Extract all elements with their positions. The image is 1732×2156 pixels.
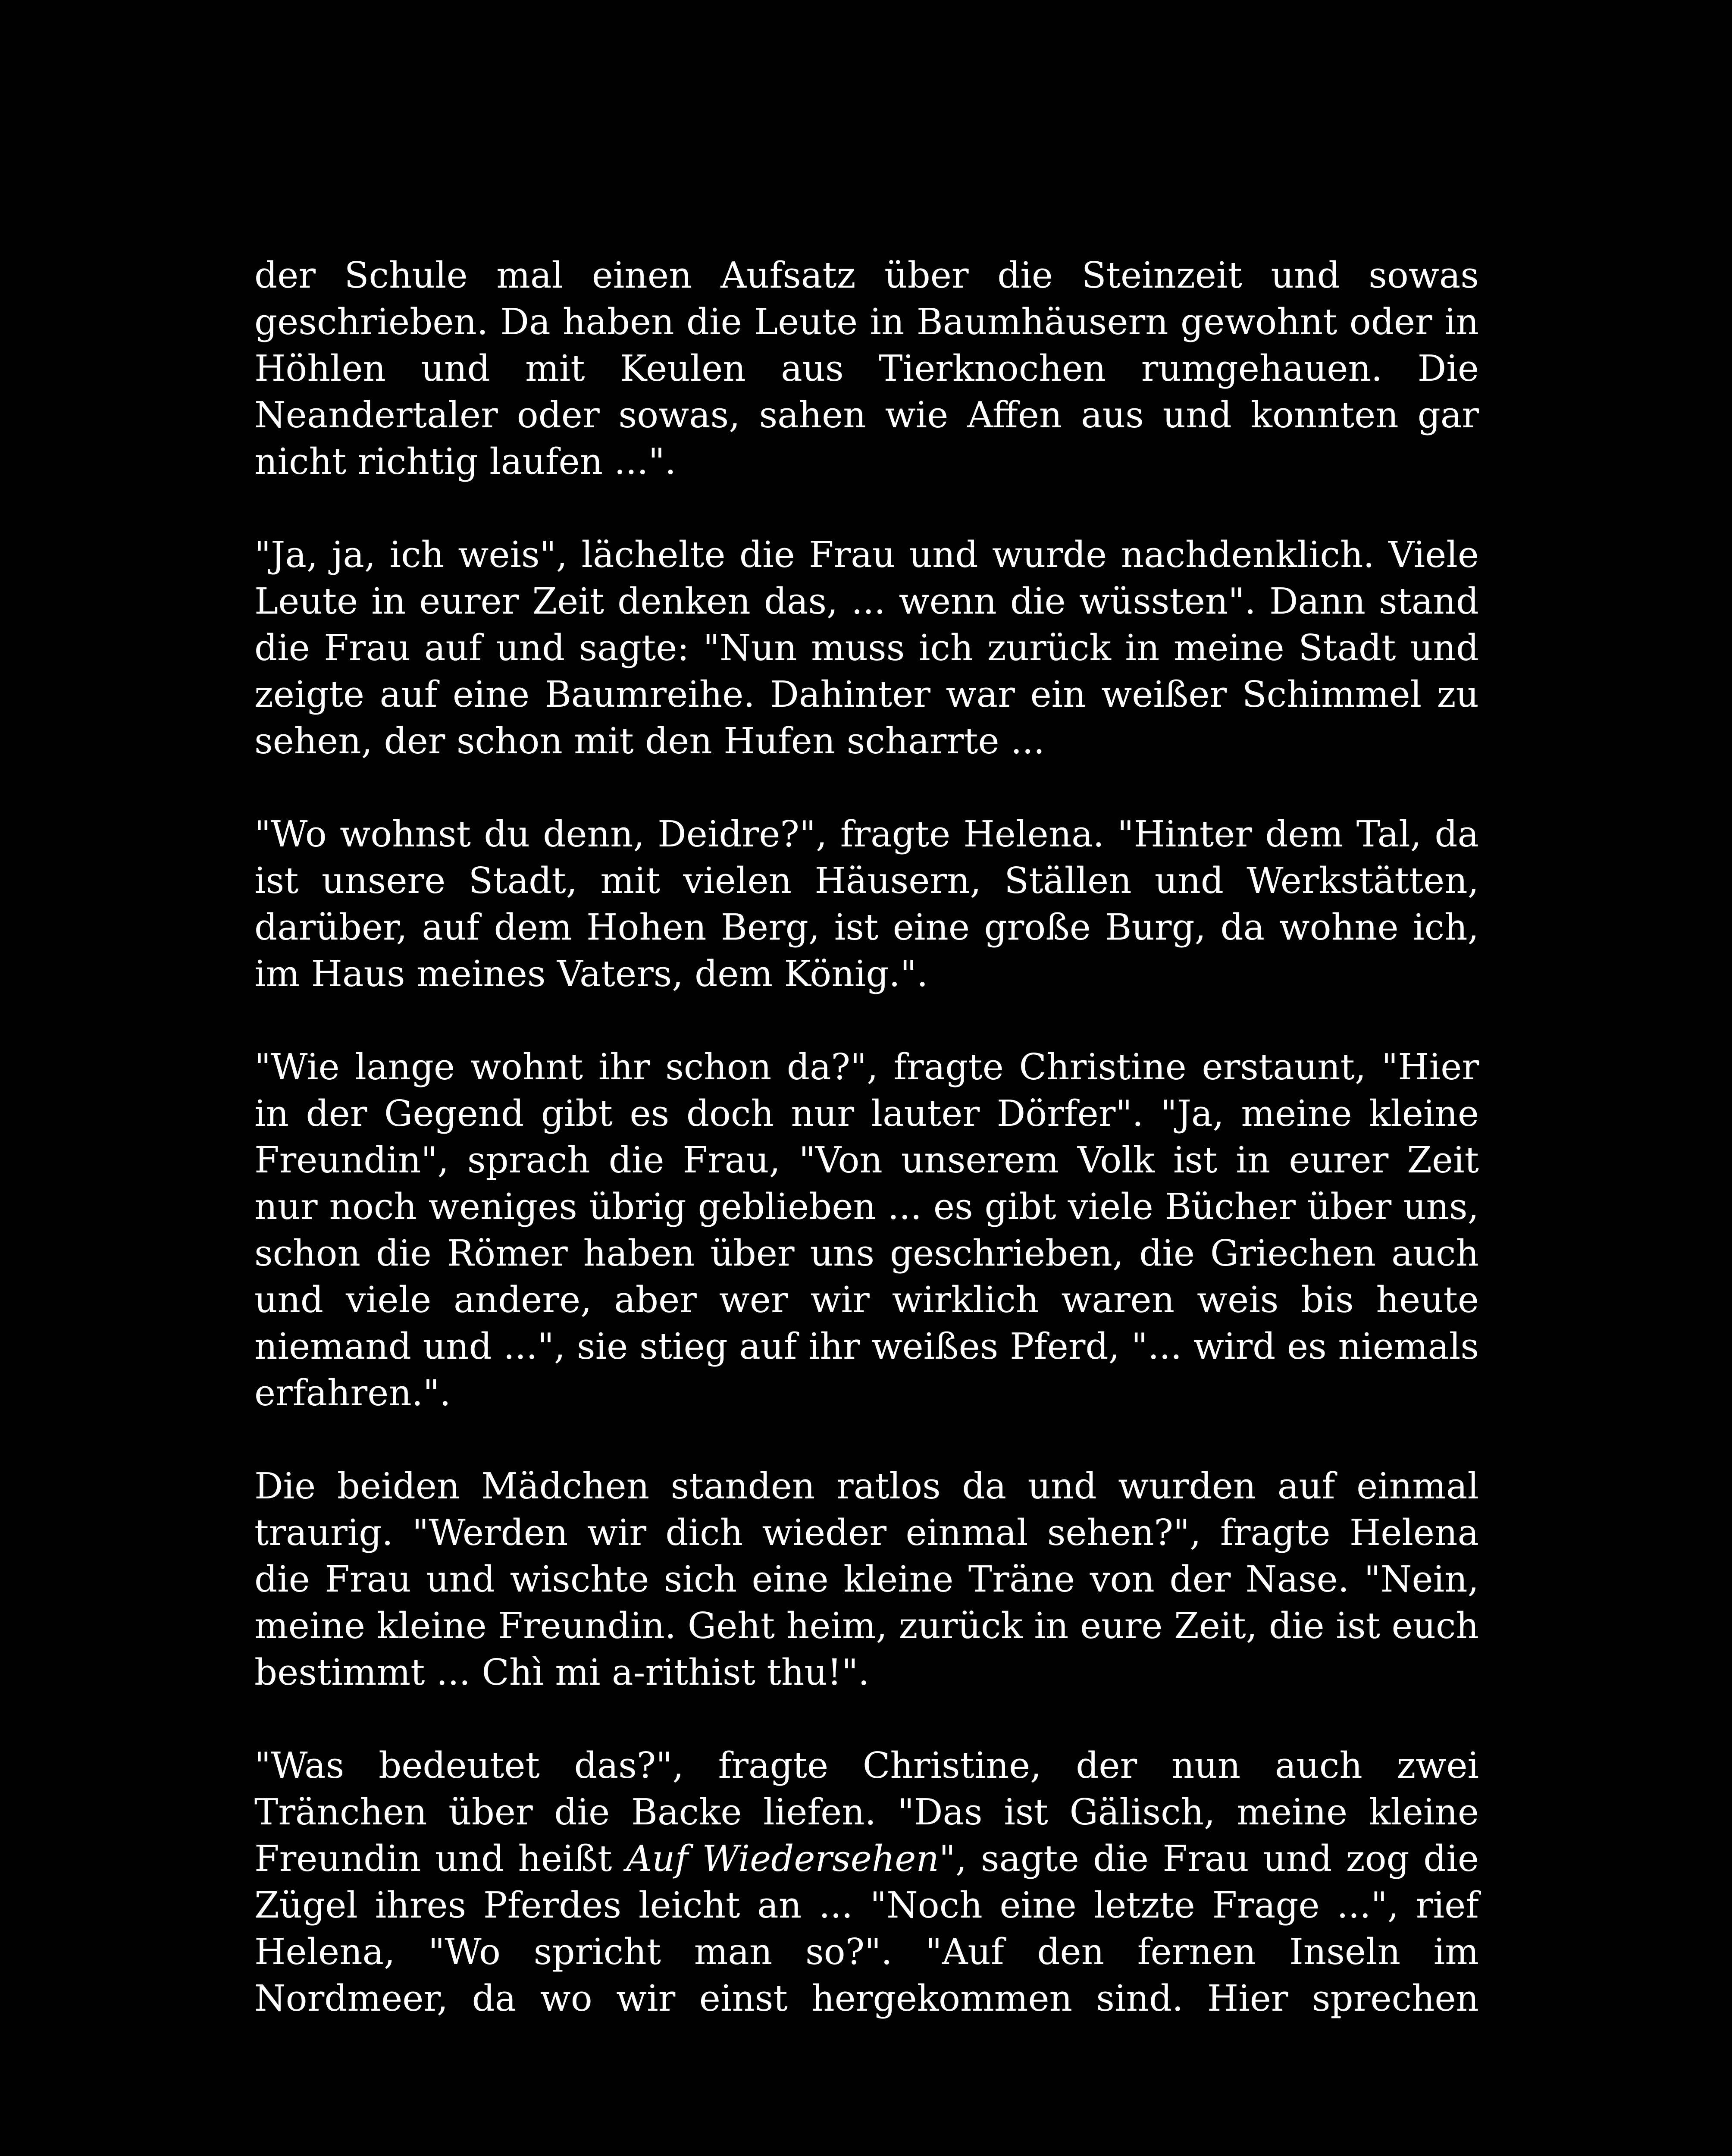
- paragraph-6-text-after: ", sagte die Frau und zog die Zügel ihres Pferdes leicht an ... "Noch eine letzte Frage ...", rief Helena, "Wo spricht man so?". "Auf den fernen Inseln im Nordmeer, da wo wir einst hergekommen sind. Hier sprechen: [254, 1838, 1479, 2019]
- paragraph-2: "Ja, ja, ich weis", lächelte die Frau und wurde nachdenklich. Viele Leute in eurer Zeit denken das, ... wenn die wüssten". Dann stand die Frau auf und sagte: "Nun muss ich zurück in meine Stadt und zeigte auf eine Baumreihe. Dahinter war ein weißer Schimmel zu sehen, der schon mit den Hufen scharrte ...: [254, 534, 1479, 762]
- paragraph-1: der Schule mal einen Aufsatz über die Steinzeit und sowas geschrieben. Da haben die Leute in Baumhäusern gewohnt oder in Höhlen und mit Keulen aus Tierknochen rumgehauen. Die Neandertaler oder sowas, sahen wie Affen aus und konnten gar nicht richtig laufen ...".: [254, 254, 1479, 483]
- paragraph-3: "Wo wohnst du denn, Deidre?", fragte Helena. "Hinter dem Tal, da ist unsere Stadt, mit vielen Häusern, Ställen und Werkstätten, darüber, auf dem Hohen Berg, ist eine große Burg, da wohne ich, im Haus meines Vaters, dem König.".: [254, 813, 1479, 995]
- paragraph-6-italic-phrase: Auf Wiedersehen: [626, 1838, 939, 1880]
- paragraph-5: Die beiden Mädchen standen ratlos da und wurden auf einmal traurig. "Werden wir dich wieder einmal sehen?", fragte Helena die Frau und wischte sich eine kleine Träne von der Nase. "Nein, meine kleine Freundin. Geht heim, zurück in eure Zeit, die ist euch bestimmt ... Chì mi a-rithist thu!".: [254, 1465, 1479, 1693]
- paragraph-6-text-before: "Was bedeutet das?", fragte Christine, der nun auch zwei Tränchen über die Backe liefen. "Das ist Gälisch, meine kleine Freundin und heißt: [254, 1745, 1479, 1880]
- body-text: [254, 252, 1479, 2022]
- paragraph-4: "Wie lange wohnt ihr schon da?", fragte Christine erstaunt, "Hier in der Gegend gibt es doch nur lauter Dörfer". "Ja, meine kleine Freundin", sprach die Frau, "Von unserem Volk ist in eurer Zeit nur noch weniges übrig geblieben ... es gibt viele Bücher über uns, schon die Römer haben über uns geschrieben, die Griechen auch und viele andere, aber wer wir wirklich waren weis bis heute niemand und ...", sie stieg auf ihr weißes Pferd, "... wird es niemals erfahren.".: [254, 1046, 1479, 1414]
- paragraph-6: [254, 1742, 1479, 2022]
